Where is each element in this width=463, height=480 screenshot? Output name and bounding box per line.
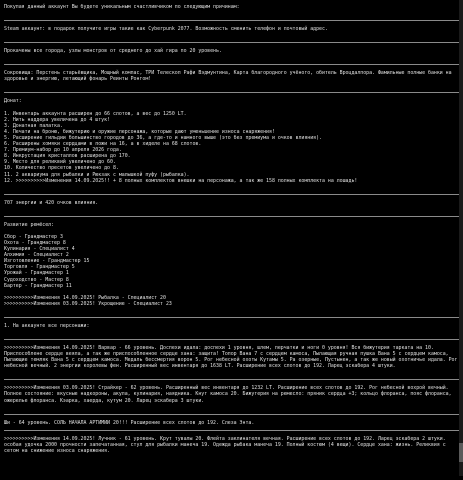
text-line: Развитие ремёсел: <box>4 221 55 228</box>
text-line: >>>>>>>>>>Изменения 03.09.2025! Страйкер - 62 уровень. Расширенный вес инвентаря до 1232 LT. Расширение всех слотов до 192. Рог небесной вохрой вечный. Полное состояние: вкусные надкороны, акула, кулинария, наядника. Кнут камоса 20. Бижутерия на ремесло: пряник сердца +3; кольцо флоранса, пояс флоранса, ожерелье флоранса. Кэарка, хаерда, кутум 20. Ларец эскабера 3 штуки. <box>4 385 455 404</box>
section-separator <box>4 216 459 217</box>
text-line: 2. Нить наддера увеличена до 4 штук! <box>4 116 110 123</box>
text-line: >>>>>>>>>>Изменения 14.09.2025! Лучник - 61 уровень. Крут тувалы 20. Флейта заклинателя вечная. Расширение всех слотов до 192. Ларец эскабера 2 штуки. особая удочка 2000 прочности запечатанная, стул для рыбалки манеча 19. Одежда рыбака манеча 19. Полный костюм (4 вещи). Сердце хана: жизнь. Реликвия с сетом на снижение износа снаряжения. <box>4 435 449 454</box>
section-separator <box>4 339 459 340</box>
text-line: Донат: <box>4 98 22 105</box>
scrollbar[interactable] <box>459 0 463 476</box>
text-line: 4. Печати на броню, бижутерию и оружие персонажа, которые дают уменьшение износа снаряжения! <box>4 128 275 135</box>
blank-line <box>4 206 459 212</box>
text-line: Охота - Грандмастер 8 <box>4 239 66 246</box>
text-line: Бартер - Грандмастер 11 <box>4 282 72 289</box>
blank-line <box>4 329 459 335</box>
scrollbar-thumb[interactable] <box>459 443 463 462</box>
text-line: >>>>>>>>>>Изменения 14.09.2025! Варвар - 66 уровень. Доспехи идала: доспехи 1 уровня, шлем, перчатки и ноги 0 уровня! Вся бижутерия тарката на 10. Приспособлене сердце веяла, а так же приспособленное сердце хана: защита! Топор Вана 7 с сердцем камоса, Пылающая ручная пушка Вана 5 с сердцем камоса, Пылающие темляк Вана 5 с сердцем камоса. Медаль бессмертия ворон 5. Рог небесной охоты Кутамы 5. Ра озерные, Пустынен, а так же новый охотничье идала. Рог небесной вечный. 2 энергии королевы фен. Расширенный вес инвентаря до 1638 LT. Расширение всех слотов до 192. Ларец эскабера 4 штуки. <box>4 345 458 370</box>
text-line: Steam аккаунт: в подарок получите игры такие как Cyberpunk 2077. Возможность сменить телефон и почтовый адрес. <box>4 26 328 33</box>
text-line: Урожай - Грандмастер 1 <box>4 270 69 277</box>
text-line: 1. Инвентарь аккаунта расширен до 66 слотов, а вес до 1250 LT. <box>4 110 187 117</box>
text-line: Изготовление - Грандмастер 15 <box>4 258 90 265</box>
text-line: 3. Донатная палатка. <box>4 122 63 129</box>
text-line: Торговля - Грандмастер 5 <box>4 264 75 271</box>
text-line: 10. Количество пресетов увеличено до 8. <box>4 165 119 172</box>
text-line: 1. На аккаунте все персонажи: <box>4 322 90 329</box>
section-separator <box>4 92 459 93</box>
text-line: 5. Расширение гильдии большинство городов до 36, а где-то и намного выше (это без премиума и очков влияния). <box>4 134 322 141</box>
text-line: Ши - 64 уровень. СОЛЬ НАЧАЛА АРТИМИИ 20!!! Расширение всех слотов до 192. Слеза Энта. <box>4 419 255 426</box>
listing-content <box>4 4 459 454</box>
blank-line <box>4 369 459 375</box>
text-line: 6. Расширены хомяки сердцами в пожи на 16, а в хиделе на 68 слотов. <box>4 141 202 148</box>
blank-line <box>4 404 459 410</box>
text-line: Судоходство - Мастер 8 <box>4 276 69 283</box>
text-line: Покупая данный аккаунт Вы будете уникальным счастливчиком по следующим причинам: <box>4 4 240 10</box>
text-line: 9. Место для реликвий увеличено до 60. <box>4 159 116 166</box>
section-separator <box>4 317 459 318</box>
text-line: >>>>>>>>>>Изменения 03.09.2025! Укрощение - Специалист 23 <box>4 300 172 307</box>
blank-line <box>4 54 459 60</box>
section-separator <box>4 379 459 380</box>
text-line: 11. 2 аквариума для рыбалки и Рюкзак с малышкой пуфу (рыбалка). <box>4 171 190 178</box>
text-line: 12. >>>>>>>>>>Изменения 14.09.2025!! + 8 полных комплектов внешки на персонажа, а так же 158 полных комплекта на лошадь! <box>4 177 358 184</box>
text-line: Сокровища: Перстень старьёвщика, Мощный компас, ТРИ Телескоп Рафи Вэдмунтина, Карта благородного учёного, обитель Вроцдалпора. Фамильные полные банки на здоровье и энергию, летающий фонарь Реинты Ронгом! <box>4 70 455 83</box>
blank-line <box>4 32 459 38</box>
blank-line <box>4 10 459 16</box>
text-line: >>>>>>>>>>Изменения 14.09.2025! Рыбалка - Специалист 20 <box>4 294 166 301</box>
section-separator <box>4 430 459 431</box>
text-line: 8. Инкрустация кристаллов расширена до 170. <box>4 153 131 160</box>
text-line: Алхимия - Специалист 2 <box>4 252 69 259</box>
blank-line <box>4 82 459 88</box>
text-line: Сбор - Грандмастер 3 <box>4 233 63 240</box>
text-line: Кулинария - Специалист 4 <box>4 246 75 253</box>
text-line: Прокачены все города, узлы монстров от среднего до хай гира по 20 уровень. <box>4 48 222 55</box>
section-separator <box>4 20 459 21</box>
section-separator <box>4 414 459 415</box>
blank-line <box>4 184 459 190</box>
text-line: 7. Премиум-набор до 10 апреля 2026 года. <box>4 147 122 154</box>
text-line: 707 энергии и 420 очков влияния. <box>4 199 99 206</box>
blank-line <box>4 307 459 313</box>
section-separator <box>4 194 459 195</box>
section-separator <box>4 64 459 65</box>
section-separator <box>4 42 459 43</box>
